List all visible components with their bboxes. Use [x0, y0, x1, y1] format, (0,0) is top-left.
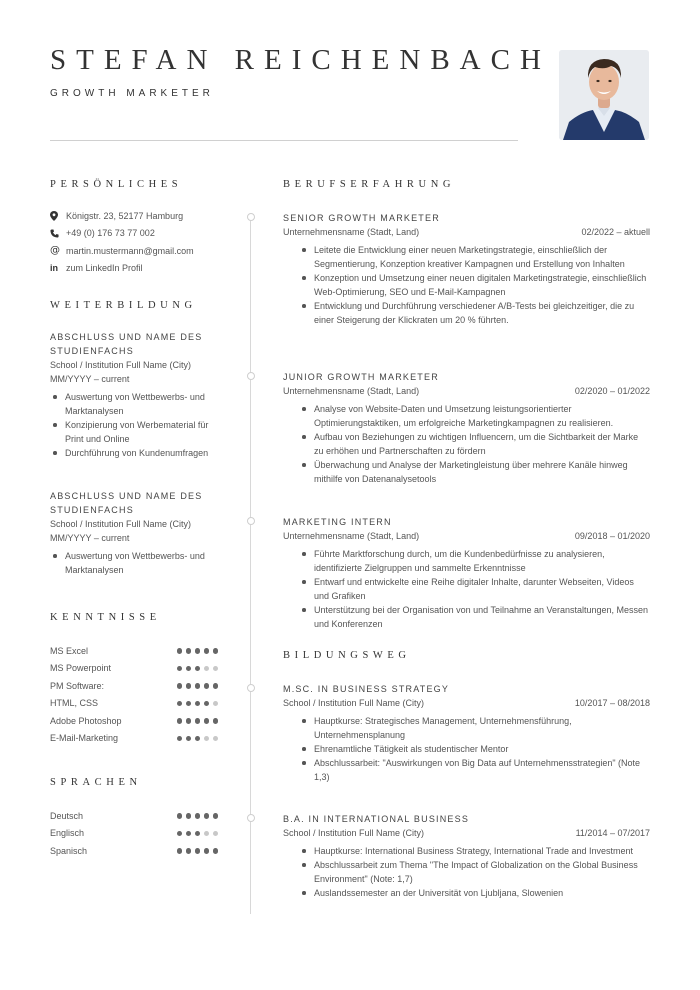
linkedin-icon: in: [50, 263, 58, 274]
rating-dot-empty: [213, 666, 219, 672]
skill-label: MS Excel: [50, 645, 89, 656]
rating-dot-filled: [195, 813, 201, 819]
skill-rating: [177, 718, 219, 724]
job-title: JUNIOR GROWTH MARKETER: [283, 372, 439, 382]
list-item: Ehrenamtliche Tätigkeit als studentischer Mentor: [283, 742, 650, 756]
language-label: Spanisch: [50, 845, 88, 856]
rating-dot-filled: [177, 683, 183, 689]
rating-dot-filled: [195, 736, 201, 742]
further-education-institution: School / Institution Full Name (City): [50, 519, 192, 529]
job-entry: [283, 211, 650, 327]
rating-dot-filled: [204, 848, 210, 854]
candidate-role: GROWTH MARKETER: [50, 88, 214, 99]
rating-dot-filled: [195, 831, 201, 837]
rating-dot-filled: [195, 701, 201, 707]
job-bullets: [283, 547, 650, 631]
timeline-marker: [247, 814, 255, 822]
rating-dot-filled: [195, 718, 201, 724]
candidate-name: STEFAN REICHENBACH: [50, 44, 551, 76]
list-item: Entwicklung und Durchführung verschiedener A/B-Tests bei gleichzeitiger, die zu einer Steigerung der Klickraten um 20 % führten.: [283, 299, 650, 327]
experience-section-title: BERUFSERFAHRUNG: [283, 179, 456, 190]
list-item: Auslandssemester an der Universität von Ljubljana, Slowenien: [283, 886, 650, 900]
contact-email-text: martin.mustermann@gmail.com: [66, 245, 194, 256]
rating-dot-filled: [177, 648, 183, 654]
education-bullets: [283, 714, 650, 784]
contact-phone[interactable]: [50, 225, 220, 243]
skill-rating: [177, 683, 219, 689]
rating-dot-filled: [186, 718, 192, 724]
rating-dot-filled: [186, 736, 192, 742]
list-item: Leitete die Entwicklung einer neuen Marketingstrategie, einschließlich der Segmentierung, Konzeption kreativer Kampagnen und Erstellung von Inhalten: [283, 243, 650, 271]
education-section-title: BILDUNGSWEG: [283, 650, 411, 661]
skill-label: E-Mail-Marketing: [50, 733, 119, 744]
rating-dot-filled: [186, 683, 192, 689]
skills-section-title: KENNTNISSE: [50, 612, 161, 623]
skill-row: [50, 660, 218, 678]
rating-dot-filled: [204, 648, 210, 654]
list-item: Konzeption und Umsetzung einer neuen digitalen Marketingstrategie, einschließlich Web-Optimierung, SEO und E-Mail-Kampagnen: [283, 271, 650, 299]
job-bullets: [283, 402, 650, 486]
timeline-marker: [247, 517, 255, 525]
rating-dot-empty: [204, 831, 210, 837]
list-item: Abschlussarbeit: "Auswirkungen von Big Data auf Unternehmensstrategien" (Note 1,3): [283, 756, 650, 784]
rating-dot-filled: [186, 848, 192, 854]
education-date: 11/2014 – 07/2017: [575, 828, 650, 838]
rating-dot-filled: [186, 813, 192, 819]
rating-dot-filled: [186, 666, 192, 672]
skill-row: [50, 677, 218, 695]
skill-rating: [177, 648, 219, 654]
contact-address: [50, 207, 220, 225]
list-item: Hauptkurse: International Business Strategy, International Trade and Investment: [283, 844, 650, 858]
rating-dot-filled: [195, 666, 201, 672]
skill-rating: [177, 666, 219, 672]
language-label: Englisch: [50, 828, 85, 839]
rating-dot-filled: [177, 666, 183, 672]
education-date: 10/2017 – 08/2018: [574, 698, 650, 708]
personal-section-title: PERSÖNLICHES: [50, 179, 183, 190]
contact-linkedin-text: zum LinkedIn Profil: [66, 263, 143, 274]
rating-dot-filled: [204, 718, 210, 724]
rating-dot-filled: [177, 813, 183, 819]
rating-dot-filled: [213, 683, 219, 689]
timeline-line: [250, 217, 251, 914]
contact-phone-text: +49 (0) 176 73 77 002: [66, 228, 155, 239]
phone-icon: [50, 229, 66, 238]
skill-row: [50, 642, 218, 660]
rating-dot-filled: [213, 648, 219, 654]
rating-dot-filled: [195, 683, 201, 689]
rating-dot-filled: [204, 683, 210, 689]
rating-dot-filled: [195, 648, 201, 654]
timeline-marker: [247, 213, 255, 221]
list-item: Entwarf und entwickelte eine Reihe digitaler Inhalte, darunter Webseiten, Videos und Grafiken: [283, 575, 650, 603]
school-name: School / Institution Full Name (City): [283, 828, 425, 838]
further-education-bullets: [50, 549, 220, 577]
skill-label: MS Powerpoint: [50, 663, 112, 674]
rating-dot-filled: [213, 848, 219, 854]
education-bullets: [283, 844, 650, 900]
skill-label: PM Software:: [50, 680, 105, 691]
job-date: 09/2018 – 01/2020: [574, 531, 650, 541]
list-item: Aufbau von Beziehungen zu wichtigen Influencern, um die Sichtbarkeit der Marke zu erhöhen und Partnerschaften zu fördern: [283, 430, 650, 458]
job-company: Unternehmensname (Stadt, Land): [283, 227, 420, 237]
further-education-heading: ABSCHLUSS UND NAME DES STUDIENFACHS: [50, 491, 203, 515]
job-title: SENIOR GROWTH MARKETER: [283, 213, 440, 223]
list-item: Analyse von Website-Daten und Umsetzung leistungsorientierter Optimierungstaktiken, um erfolgreiche Marketingkampagnen zu realisieren.: [283, 402, 650, 430]
further-education-entry: [50, 489, 220, 577]
list-item: Konzipierung von Werbematerial für Print und Online: [50, 418, 220, 446]
rating-dot-filled: [177, 848, 183, 854]
rating-dot-filled: [177, 701, 183, 707]
rating-dot-filled: [186, 701, 192, 707]
timeline-marker: [247, 684, 255, 692]
list-item: Überwachung und Analyse der Marketingleistung über mehrere Kanäle hinweg mithilfe von Datenanalysetools: [283, 458, 650, 486]
rating-dot-filled: [213, 813, 219, 819]
language-label: Deutsch: [50, 810, 84, 821]
rating-dot-empty: [204, 736, 210, 742]
job-entry: [283, 515, 650, 631]
header-divider: [50, 140, 518, 141]
contact-linkedin[interactable]: [50, 260, 220, 278]
rating-dot-filled: [177, 831, 183, 837]
further-education-section-title: WEITERBILDUNG: [50, 300, 197, 311]
rating-dot-empty: [213, 701, 219, 707]
language-row: [50, 807, 218, 825]
rating-dot-filled: [177, 736, 183, 742]
school-name: School / Institution Full Name (City): [283, 698, 425, 708]
list-item: Abschlussarbeit zum Thema "The Impact of Globalization on the Global Business Environment" (Note: 1,7): [283, 858, 650, 886]
further-education-date: MM/YYYY – current: [50, 533, 130, 543]
rating-dot-empty: [213, 831, 219, 837]
skill-label: Adobe Photoshop: [50, 715, 122, 726]
further-education-bullets: [50, 390, 220, 460]
education-entry: [283, 812, 650, 900]
list-item: Unterstützung bei der Organisation von und Teilnahme an Veranstaltungen, Messen und Konferenzen: [283, 603, 650, 631]
list-item: Führte Marktforschung durch, um die Kundenbedürfnisse zu analysieren, identifizierte Zielgruppen und sammelte Erkenntnisse: [283, 547, 650, 575]
skill-rating: [177, 701, 219, 707]
rating-dot-filled: [186, 648, 192, 654]
degree-title: M.SC. IN BUSINESS STRATEGY: [283, 684, 450, 694]
rating-dot-empty: [213, 736, 219, 742]
rating-dot-filled: [213, 718, 219, 724]
profile-photo: [559, 50, 649, 140]
job-company: Unternehmensname (Stadt, Land): [283, 386, 420, 396]
skill-rating: [177, 736, 219, 742]
skills-list: [50, 642, 220, 747]
language-row: [50, 842, 218, 860]
rating-dot-filled: [195, 848, 201, 854]
language-rating: [177, 831, 219, 837]
skill-row: [50, 695, 218, 713]
rating-dot-filled: [177, 718, 183, 724]
language-rating: [177, 813, 219, 819]
job-company: Unternehmensname (Stadt, Land): [283, 531, 420, 541]
at-icon: @: [50, 245, 60, 257]
job-date: 02/2020 – 01/2022: [574, 386, 650, 396]
rating-dot-filled: [186, 831, 192, 837]
rating-dot-filled: [204, 701, 210, 707]
job-bullets: [283, 243, 650, 327]
job-entry: [283, 370, 650, 486]
list-item: Hauptkurse: Strategisches Management, Unternehmensführung, Unternehmensplanung: [283, 714, 650, 742]
further-education-date: MM/YYYY – current: [50, 374, 130, 384]
job-title: MARKETING INTERN: [283, 517, 392, 527]
languages-section-title: SPRACHEN: [50, 777, 142, 788]
language-row: [50, 825, 218, 843]
skill-row: [50, 730, 218, 748]
language-rating: [177, 848, 219, 854]
further-education-entry: [50, 330, 220, 460]
list-item: Durchführung von Kundenumfragen: [50, 446, 220, 460]
further-education-institution: School / Institution Full Name (City): [50, 360, 192, 370]
contact-list: [50, 207, 220, 277]
degree-title: B.A. IN INTERNATIONAL BUSINESS: [283, 814, 470, 824]
timeline-marker: [247, 372, 255, 380]
languages-list: [50, 807, 220, 860]
location-pin-icon: [50, 211, 66, 221]
further-education-heading: ABSCHLUSS UND NAME DES STUDIENFACHS: [50, 332, 203, 356]
job-date: 02/2022 – aktuell: [581, 227, 650, 237]
contact-address-text: Königstr. 23, 52177 Hamburg: [66, 210, 184, 221]
skill-row: [50, 712, 218, 730]
contact-email[interactable]: [50, 242, 220, 260]
list-item: Auswertung von Wettbewerbs- und Marktanalysen: [50, 390, 220, 418]
skill-label: HTML, CSS: [50, 698, 99, 709]
rating-dot-filled: [204, 813, 210, 819]
list-item: Auswertung von Wettbewerbs- und Marktanalysen: [50, 549, 220, 577]
rating-dot-empty: [204, 666, 210, 672]
education-entry: [283, 682, 650, 784]
